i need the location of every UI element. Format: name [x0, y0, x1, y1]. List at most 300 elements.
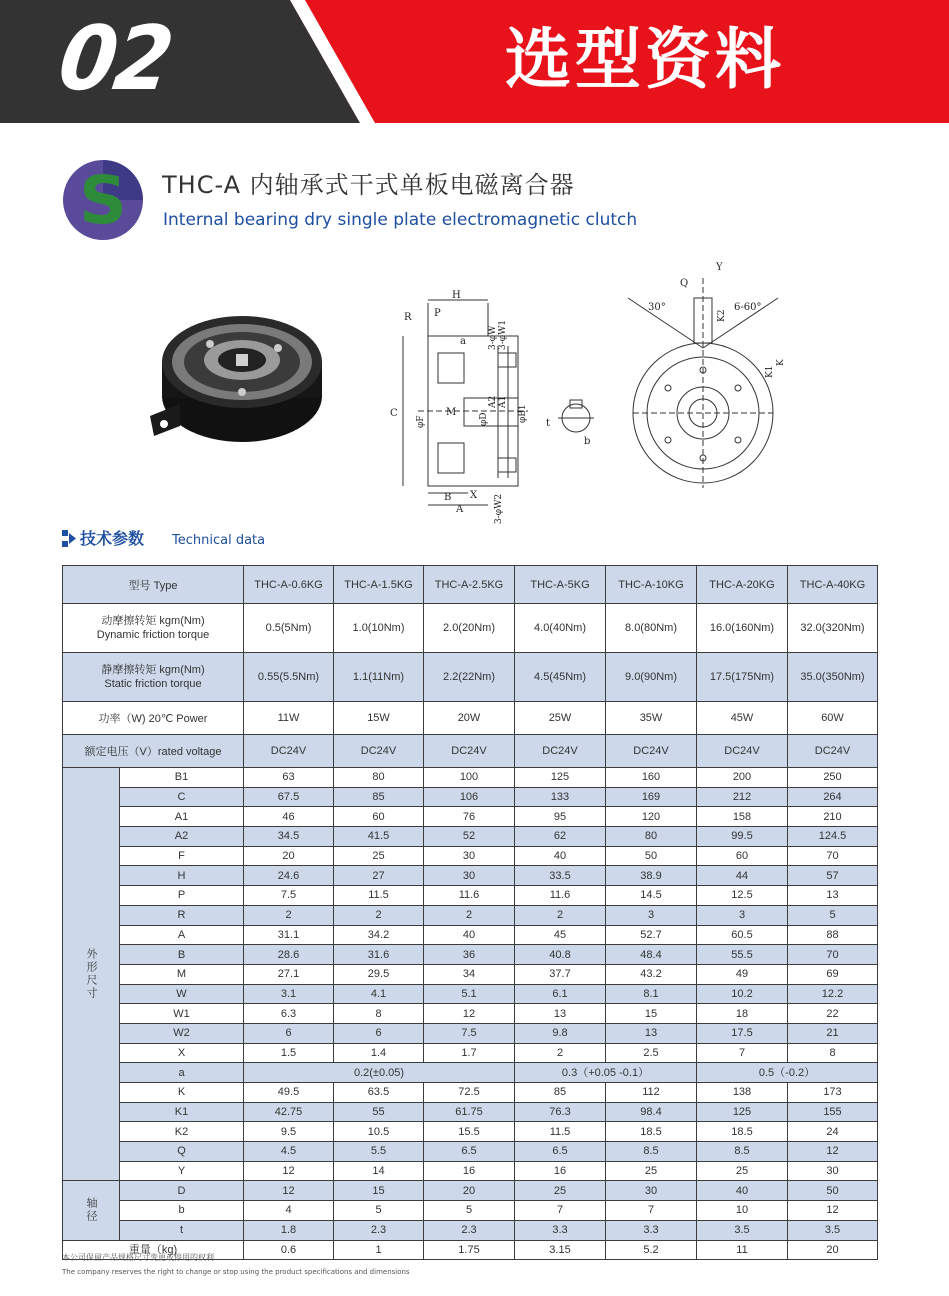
table-cell: 12.5 [697, 886, 788, 906]
static-torque-row [63, 653, 878, 702]
table-cell: 62 [515, 827, 606, 847]
table-cell: 99.5 [697, 827, 788, 847]
label-B: B [444, 492, 452, 503]
technical-data-heading [62, 528, 482, 550]
table-cell: 72.5 [424, 1083, 515, 1103]
parameter-name: W2 [120, 1023, 244, 1043]
dynamic-torque-row-label-cn: 动摩擦转矩 kgm(Nm) [101, 615, 205, 627]
table-cell: 18.5 [697, 1122, 788, 1142]
table-cell: 173 [788, 1083, 878, 1103]
dimension-row [63, 1102, 878, 1122]
table-cell: 31.6 [334, 945, 424, 965]
parameter-name: F [120, 846, 244, 866]
table-cell: 25 [606, 1161, 697, 1181]
table-cell: 10 [697, 1201, 788, 1221]
table-cell: 45W [697, 702, 788, 735]
table-cell: 40 [424, 925, 515, 945]
table-cell: 4.5 [244, 1142, 334, 1162]
table-cell: 24.6 [244, 866, 334, 886]
table-cell: 7 [697, 1043, 788, 1063]
table-cell: DC24V [244, 735, 334, 768]
parameter-name: R [120, 905, 244, 925]
table-cell: 12 [788, 1142, 878, 1162]
table-cell: 43.2 [606, 964, 697, 984]
table-cell: 125 [515, 768, 606, 788]
table-cell: 88 [788, 925, 878, 945]
table-cell: 20 [788, 1240, 878, 1260]
table-cell: 76 [424, 807, 515, 827]
power-row-label: 功率（W) 20℃ Power [63, 702, 244, 735]
table-cell: 11.6 [424, 886, 515, 906]
table-cell: 29.5 [334, 964, 424, 984]
table-cell: 133 [515, 787, 606, 807]
dimension-row [63, 846, 878, 866]
shaft-row [63, 1220, 878, 1240]
parameter-name: W [120, 984, 244, 1004]
table-cell: 15W [334, 702, 424, 735]
table-cell: 52.7 [606, 925, 697, 945]
table-cell: 40 [697, 1181, 788, 1201]
table-cell: 30 [606, 1181, 697, 1201]
table-cell: 3.5 [697, 1220, 788, 1240]
dimension-row [63, 807, 878, 827]
table-cell: 32.0(320Nm) [788, 604, 878, 653]
shaft-row [63, 1201, 878, 1221]
parameter-name: C [120, 787, 244, 807]
parameter-name: B [120, 945, 244, 965]
spec-table [62, 565, 878, 1260]
weight-label: 重量（kg) [63, 1240, 244, 1260]
table-cell: 18 [697, 1004, 788, 1024]
table-cell: 27 [334, 866, 424, 886]
table-cell: 16 [515, 1161, 606, 1181]
table-cell: 15.5 [424, 1122, 515, 1142]
table-cell: 1.75 [424, 1240, 515, 1260]
table-cell: 6.3 [244, 1004, 334, 1024]
table-cell: 0.55(5.5Nm) [244, 653, 334, 702]
table-cell: 31.1 [244, 925, 334, 945]
table-cell: 12 [244, 1181, 334, 1201]
static-torque-row-label-en: Static friction torque [104, 678, 202, 690]
table-cell: 48.4 [606, 945, 697, 965]
table-cell: 16 [424, 1161, 515, 1181]
table-cell: 12 [424, 1004, 515, 1024]
label-X: X [470, 490, 478, 501]
table-cell: 155 [788, 1102, 878, 1122]
table-cell: 24 [788, 1122, 878, 1142]
table-cell: 42.75 [244, 1102, 334, 1122]
table-cell: 8 [334, 1004, 424, 1024]
table-cell: 60.5 [697, 925, 788, 945]
table-cell: 5 [788, 905, 878, 925]
company-logo [62, 159, 144, 241]
dimension-row [63, 866, 878, 886]
table-cell: 16.0(160Nm) [697, 604, 788, 653]
table-cell: 34.2 [334, 925, 424, 945]
table-cell: 11 [697, 1240, 788, 1260]
dimension-row [63, 945, 878, 965]
shaft-group-label: 轴径 [63, 1181, 120, 1240]
label-M: M [446, 407, 457, 418]
table-cell: 5.1 [424, 984, 515, 1004]
table-cell: 45 [515, 925, 606, 945]
table-cell: 69 [788, 964, 878, 984]
dimension-row [63, 1142, 878, 1162]
model-name: THC-A-40KG [788, 566, 878, 604]
model-label: 型号 Type [63, 566, 244, 604]
table-cell: 30 [424, 846, 515, 866]
dimension-group-label: 外形尺寸 [63, 768, 120, 1181]
table-cell: 3.1 [244, 984, 334, 1004]
table-cell: 169 [606, 787, 697, 807]
label-angle6-60: 6-60° [734, 302, 762, 313]
dimension-row [63, 886, 878, 906]
table-cell: 20W [424, 702, 515, 735]
model-name: THC-A-2.5KG [424, 566, 515, 604]
table-cell: 125 [697, 1102, 788, 1122]
dimension-row [63, 787, 878, 807]
static-torque-row-label-cn: 静摩擦转矩 kgm(Nm) [101, 664, 205, 676]
product-title: THC-A 内轴承式干式单板电磁离合器 [162, 171, 575, 199]
table-cell: 250 [788, 768, 878, 788]
parameter-name: A2 [120, 827, 244, 847]
parameter-name: X [120, 1043, 244, 1063]
table-cell: 63 [244, 768, 334, 788]
table-cell: 55 [334, 1102, 424, 1122]
label-R: R [404, 312, 412, 323]
table-cell: 17.5 [697, 1023, 788, 1043]
parameter-name: D [120, 1181, 244, 1201]
header-banner [0, 0, 949, 123]
table-cell: 5.2 [606, 1240, 697, 1260]
table-cell: 40 [515, 846, 606, 866]
table-cell: 12 [244, 1161, 334, 1181]
table-cell: 1.4 [334, 1043, 424, 1063]
label-K1: K1 [765, 365, 775, 378]
table-cell: 30 [424, 866, 515, 886]
label-P: P [434, 308, 441, 319]
table-cell: 52 [424, 827, 515, 847]
table-cell: 0.6 [244, 1240, 334, 1260]
dynamic-torque-row-label [63, 604, 244, 653]
table-cell: 35.0(350Nm) [788, 653, 878, 702]
table-cell: 9.8 [515, 1023, 606, 1043]
label-F: φF [416, 415, 426, 428]
table-cell: 41.5 [334, 827, 424, 847]
table-cell: 60 [334, 807, 424, 827]
table-cell: 112 [606, 1083, 697, 1103]
table-cell: 3.5 [788, 1220, 878, 1240]
table-cell: 76.3 [515, 1102, 606, 1122]
table-cell: 2 [515, 905, 606, 925]
table-cell: 1.7 [424, 1043, 515, 1063]
parameter-name: H [120, 866, 244, 886]
table-cell: 210 [788, 807, 878, 827]
table-cell: 37.7 [515, 964, 606, 984]
table-cell: 2.3 [334, 1220, 424, 1240]
power-row [63, 702, 878, 735]
table-cell: 3.15 [515, 1240, 606, 1260]
table-cell: 34.5 [244, 827, 334, 847]
table-cell-merged: 0.2(±0.05) [244, 1063, 515, 1083]
dimension-row [63, 768, 878, 788]
footer-note-cn: 本公司保留产品规格尺寸变更或停用的权利 [62, 1253, 214, 1262]
table-cell: 4.0(40Nm) [515, 604, 606, 653]
table-cell: 20 [244, 846, 334, 866]
table-cell: 264 [788, 787, 878, 807]
table-cell: 6.1 [515, 984, 606, 1004]
table-cell-merged: 0.5（-0.2） [697, 1063, 878, 1083]
table-cell-merged: 0.3（+0.05 -0.1） [515, 1063, 697, 1083]
table-cell: 9.5 [244, 1122, 334, 1142]
label-t: t [546, 418, 551, 429]
table-cell: 6.5 [515, 1142, 606, 1162]
table-cell: 46 [244, 807, 334, 827]
table-cell: 3.3 [515, 1220, 606, 1240]
parameter-name: a [120, 1063, 244, 1083]
table-cell: 60W [788, 702, 878, 735]
parameter-name: A1 [120, 807, 244, 827]
dimension-row [63, 1122, 878, 1142]
table-cell: 40.8 [515, 945, 606, 965]
table-cell: 8.5 [697, 1142, 788, 1162]
table-cell: 3 [697, 905, 788, 925]
table-cell: 7 [606, 1201, 697, 1221]
table-cell: 15 [334, 1181, 424, 1201]
dimension-row [63, 1083, 878, 1103]
table-cell: 67.5 [244, 787, 334, 807]
table-cell: 8.0(80Nm) [606, 604, 697, 653]
dynamic-torque-row [63, 604, 878, 653]
table-cell: 3 [606, 905, 697, 925]
table-cell: 13 [515, 1004, 606, 1024]
table-cell: 49.5 [244, 1083, 334, 1103]
parameter-name: Y [120, 1161, 244, 1181]
technical-drawing [378, 258, 788, 530]
footer-note-en: The company reserves the right to change or stop using the product specifications and dimensions [62, 1268, 410, 1276]
table-cell: 22 [788, 1004, 878, 1024]
table-cell: 70 [788, 846, 878, 866]
parameter-name: W1 [120, 1004, 244, 1024]
label-A2: A2 [488, 395, 498, 408]
table-cell: 7 [515, 1201, 606, 1221]
voltage-row-label: 额定电压（V）rated voltage [63, 735, 244, 768]
table-cell: DC24V [334, 735, 424, 768]
table-cell: 2.5 [606, 1043, 697, 1063]
table-cell: 38.9 [606, 866, 697, 886]
table-cell: 8.5 [606, 1142, 697, 1162]
label-W: 3-φW [488, 325, 498, 350]
table-cell: DC24V [606, 735, 697, 768]
table-cell: 27.1 [244, 964, 334, 984]
table-cell: 25W [515, 702, 606, 735]
table-cell: 106 [424, 787, 515, 807]
table-cell: DC24V [424, 735, 515, 768]
table-cell: 63.5 [334, 1083, 424, 1103]
dynamic-torque-row-label-en: Dynamic friction torque [96, 629, 210, 641]
table-cell: 95 [515, 807, 606, 827]
parameter-name: B1 [120, 768, 244, 788]
model-name: THC-A-5KG [515, 566, 606, 604]
dimension-row [63, 925, 878, 945]
table-cell: 61.75 [424, 1102, 515, 1122]
label-C: C [390, 408, 398, 419]
table-cell: 4.5(45Nm) [515, 653, 606, 702]
table-cell: 160 [606, 768, 697, 788]
dimension-row [63, 1063, 878, 1083]
model-name: THC-A-20KG [697, 566, 788, 604]
table-cell: 18.5 [606, 1122, 697, 1142]
table-cell: 11W [244, 702, 334, 735]
table-cell: 80 [334, 768, 424, 788]
table-cell: 0.5(5Nm) [244, 604, 334, 653]
table-cell: 14 [334, 1161, 424, 1181]
table-cell: 1.8 [244, 1220, 334, 1240]
model-name: THC-A-0.6KG [244, 566, 334, 604]
table-cell: 21 [788, 1023, 878, 1043]
dimension-row [63, 1043, 878, 1063]
table-cell: 49 [697, 964, 788, 984]
label-K: K [776, 359, 786, 366]
dimension-row [63, 1161, 878, 1181]
table-cell: 7.5 [244, 886, 334, 906]
table-cell: 138 [697, 1083, 788, 1103]
table-cell: 2 [334, 905, 424, 925]
table-cell: 14.5 [606, 886, 697, 906]
label-angle30: 30° [648, 302, 666, 313]
table-cell: 13 [606, 1023, 697, 1043]
table-cell: 35W [606, 702, 697, 735]
logo-letter: S [79, 162, 127, 239]
label-W2: 3-φW2 [494, 493, 504, 524]
table-cell: 2 [424, 905, 515, 925]
dimension-row [63, 1004, 878, 1024]
label-a: a [460, 336, 466, 347]
dimension-row [63, 905, 878, 925]
table-cell: 12 [788, 1201, 878, 1221]
parameter-name: K [120, 1083, 244, 1103]
product-photo [150, 296, 325, 461]
section-number: 02 [52, 8, 178, 111]
parameter-name: K2 [120, 1122, 244, 1142]
table-cell: 98.4 [606, 1102, 697, 1122]
table-cell: 34 [424, 964, 515, 984]
table-cell: 55.5 [697, 945, 788, 965]
parameter-name: A [120, 925, 244, 945]
table-cell: 85 [334, 787, 424, 807]
dimension-row [63, 964, 878, 984]
table-cell: 124.5 [788, 827, 878, 847]
table-cell: 1 [334, 1240, 424, 1260]
table-cell: 25 [515, 1181, 606, 1201]
label-K2: K2 [717, 309, 727, 322]
table-cell: 80 [606, 827, 697, 847]
table-cell: 6.5 [424, 1142, 515, 1162]
label-Q: Q [680, 278, 689, 289]
table-cell: 17.5(175Nm) [697, 653, 788, 702]
table-cell: 28.6 [244, 945, 334, 965]
table-cell: 9.0(90Nm) [606, 653, 697, 702]
dimension-row [63, 1023, 878, 1043]
label-A: A [456, 504, 464, 515]
table-cell: 20 [424, 1181, 515, 1201]
table-cell: 1.5 [244, 1043, 334, 1063]
table-cell: 25 [334, 846, 424, 866]
table-cell: 11.5 [515, 1122, 606, 1142]
section-title-en: Technical data [172, 533, 266, 548]
table-cell: 12.2 [788, 984, 878, 1004]
table-cell: 33.5 [515, 866, 606, 886]
label-H: H [452, 290, 461, 301]
table-cell: 158 [697, 807, 788, 827]
parameter-name: M [120, 964, 244, 984]
table-cell: 212 [697, 787, 788, 807]
table-cell: 6 [244, 1023, 334, 1043]
table-cell: 50 [788, 1181, 878, 1201]
table-cell: 2 [244, 905, 334, 925]
voltage-row [63, 735, 878, 768]
model-name: THC-A-10KG [606, 566, 697, 604]
table-cell: DC24V [788, 735, 878, 768]
table-cell: DC24V [515, 735, 606, 768]
table-cell: 85 [515, 1083, 606, 1103]
table-cell: 10.2 [697, 984, 788, 1004]
parameter-name: b [120, 1201, 244, 1221]
table-cell: 15 [606, 1004, 697, 1024]
dimension-row [63, 827, 878, 847]
table-cell: 6 [334, 1023, 424, 1043]
table-cell: 25 [697, 1161, 788, 1181]
table-cell: 10.5 [334, 1122, 424, 1142]
model-name: THC-A-1.5KG [334, 566, 424, 604]
table-cell: 30 [788, 1161, 878, 1181]
table-cell: 2.2(22Nm) [424, 653, 515, 702]
table-cell: 1.0(10Nm) [334, 604, 424, 653]
product-subtitle: Internal bearing dry single plate electromagnetic clutch [163, 210, 638, 230]
table-cell: 57 [788, 866, 878, 886]
table-cell: 11.6 [515, 886, 606, 906]
table-cell: 60 [697, 846, 788, 866]
label-b: b [584, 436, 591, 447]
table-cell: 8 [788, 1043, 878, 1063]
table-cell: 3.3 [606, 1220, 697, 1240]
table-cell: 2 [515, 1043, 606, 1063]
table-cell: 8.1 [606, 984, 697, 1004]
table-cell: 44 [697, 866, 788, 886]
table-cell: 50 [606, 846, 697, 866]
parameter-name: Q [120, 1142, 244, 1162]
table-cell: 5 [424, 1201, 515, 1221]
parameter-name: P [120, 886, 244, 906]
table-cell: DC24V [697, 735, 788, 768]
table-cell: 5 [334, 1201, 424, 1221]
static-torque-row-label [63, 653, 244, 702]
label-D: φD [479, 412, 489, 426]
label-A1: A1 [498, 395, 508, 408]
parameter-name: K1 [120, 1102, 244, 1122]
table-cell: 11.5 [334, 886, 424, 906]
table-cell: 120 [606, 807, 697, 827]
table-cell: 2.0(20Nm) [424, 604, 515, 653]
table-cell: 100 [424, 768, 515, 788]
table-cell: 13 [788, 886, 878, 906]
table-cell: 4 [244, 1201, 334, 1221]
label-B1: φB1 [518, 404, 528, 423]
table-cell: 4.1 [334, 984, 424, 1004]
table-cell: 7.5 [424, 1023, 515, 1043]
label-W1: 3-φW1 [498, 319, 508, 350]
table-cell: 1.1(11Nm) [334, 653, 424, 702]
